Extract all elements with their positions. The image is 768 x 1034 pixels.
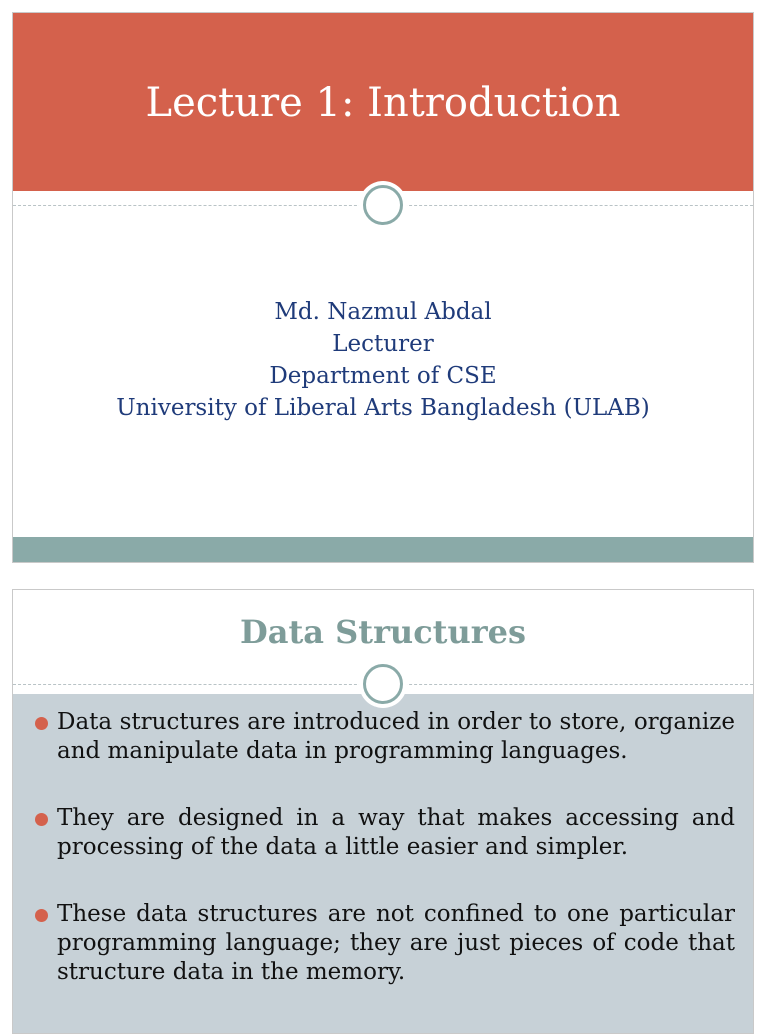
slide-heading: Data Structures bbox=[240, 613, 526, 651]
bullet-item bbox=[35, 804, 735, 862]
footer-band bbox=[13, 537, 753, 562]
bullet-list bbox=[35, 708, 735, 1025]
ring-ornament-icon bbox=[363, 664, 403, 704]
author-university: University of Liberal Arts Bangladesh (ULAB) bbox=[116, 395, 650, 421]
slide-2 bbox=[12, 589, 754, 1034]
author-block bbox=[13, 296, 753, 424]
slide-1 bbox=[12, 12, 754, 563]
slide-title: Lecture 1: Introduction bbox=[145, 80, 621, 126]
bullet-text: These data structures are not confined to one particular programming language; they are just pieces of code that structure data in the memory. bbox=[57, 901, 735, 985]
bullet-item bbox=[35, 900, 735, 987]
bullet-text: They are designed in a way that makes accessing and processing of the data a little easier and simpler. bbox=[57, 805, 735, 860]
bullet-dot-icon bbox=[35, 909, 48, 922]
bullet-item bbox=[35, 708, 735, 766]
author-position: Lecturer bbox=[332, 331, 434, 357]
ring-ornament-icon bbox=[363, 185, 403, 225]
author-name: Md. Nazmul Abdal bbox=[274, 299, 492, 325]
author-department: Department of CSE bbox=[269, 363, 497, 389]
bullet-dot-icon bbox=[35, 813, 48, 826]
bullet-dot-icon bbox=[35, 717, 48, 730]
bullet-text: Data structures are introduced in order to store, organize and manipulate data in programming languages. bbox=[57, 709, 735, 764]
